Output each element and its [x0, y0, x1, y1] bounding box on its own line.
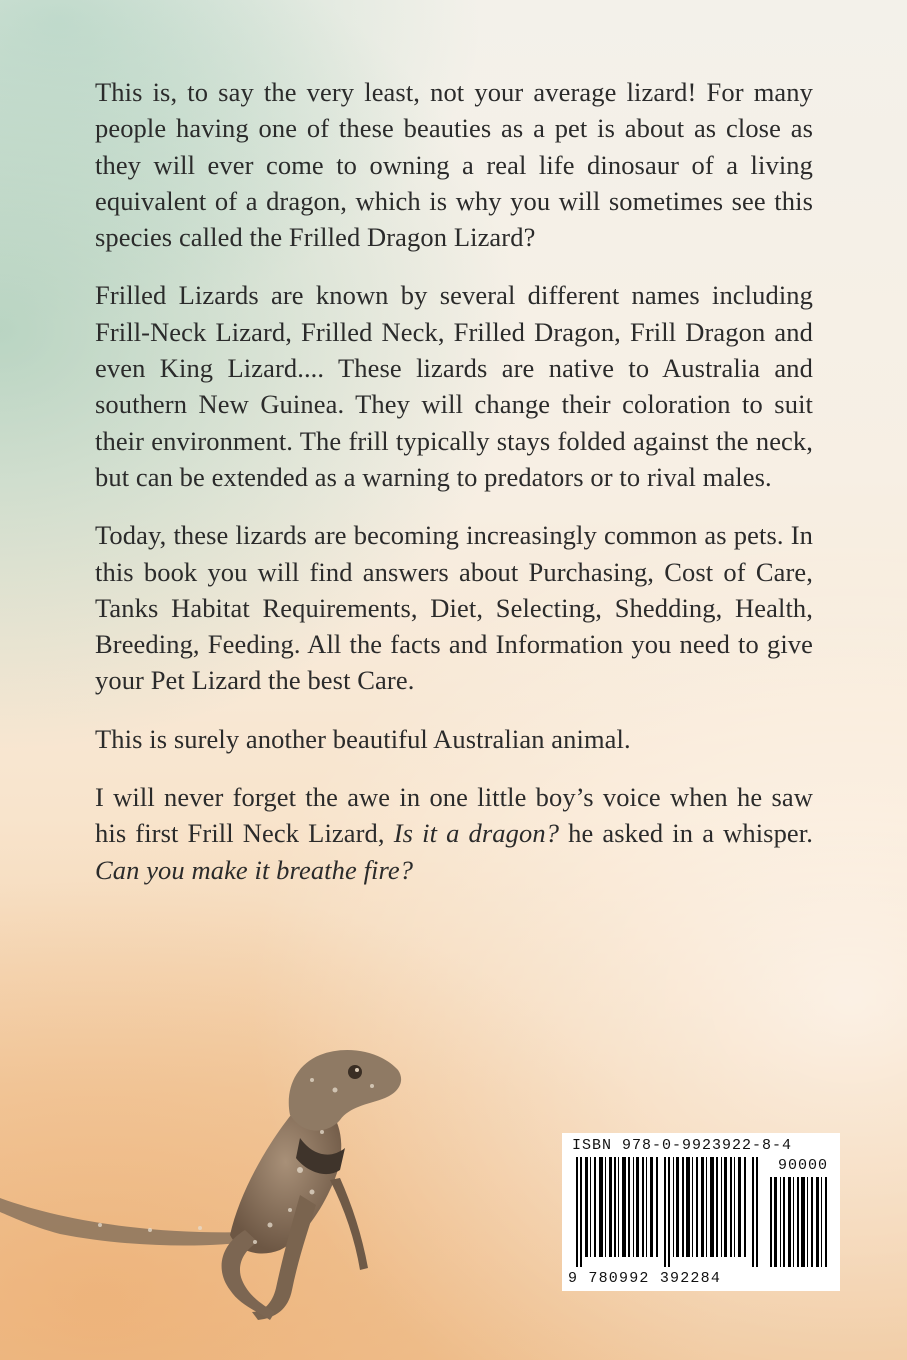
back-cover-text — [95, 74, 813, 888]
paragraph-pets: Today, these lizards are becoming increasingly common as pets. In this book you will find answers about Purchasing, Cost of Care, Tanks Habitat Requirements, Diet, Selecting, Shedding, Health, Breeding, Feeding. All the facts and Information you need to give your Pet Lizard the best Care. — [95, 520, 813, 696]
paragraph-australian: This is surely another beautiful Australian animal. — [95, 723, 631, 754]
closing-text-1: I will never forget the awe in one little boy’s voice when he saw his first Frill Neck Lizard, — [95, 782, 813, 849]
closing-italic-1: Is it a dragon? — [393, 818, 560, 849]
paragraph-closing — [95, 779, 813, 888]
isbn-barcode — [562, 1133, 840, 1291]
closing-text-2: he asked in a whisper. — [559, 818, 813, 849]
paragraph-names: Frilled Lizards are known by several different names including Frill-Neck Lizard, Frilled Neck, Frilled Dragon, Frill Dragon and even King Lizard.... These lizards are native to Australia and southern New Guinea. They will change their coloration to suit their environment. The frill typically stays folded against the neck, but can be extended as a warning to predators or to rival males. — [95, 280, 813, 492]
isbn-number: ISBN 978-0-9923922-8-4 — [572, 1137, 793, 1154]
lizard-illustration — [0, 1020, 470, 1360]
ean-digits: 9 780992 392284 — [568, 1270, 722, 1287]
price-code: 90000 — [777, 1157, 828, 1174]
paragraph-intro: This is, to say the very least, not your average lizard! For many people having one of these beauties as a pet is about as close as they will ever come to owning a real life dinosaur of a living equivalent of a dragon, which is why you will sometimes see this species called the Frilled Dragon Lizard? — [95, 77, 813, 253]
closing-italic-2: Can you make it breathe fire? — [95, 854, 414, 885]
ean-barcode-bars — [576, 1157, 762, 1267]
addon-barcode-bars — [770, 1177, 830, 1267]
